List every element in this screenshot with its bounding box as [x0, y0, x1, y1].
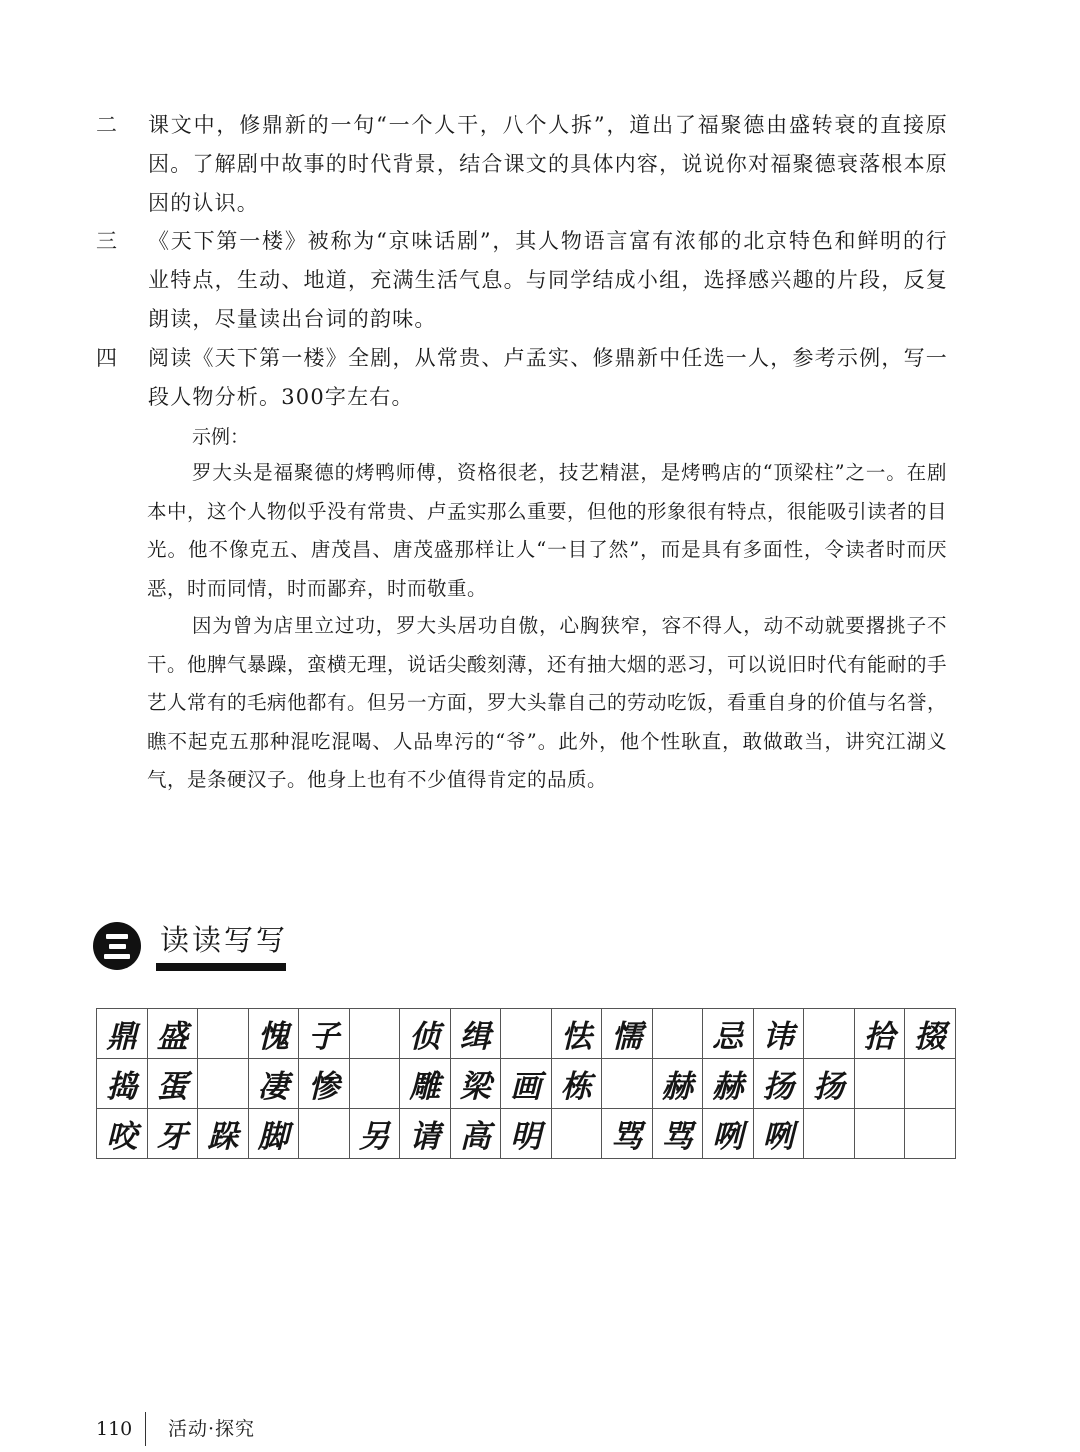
grid-cell	[804, 1109, 855, 1159]
question-3	[96, 222, 948, 339]
footer-label: 活动·探究	[168, 1418, 256, 1440]
grid-cell	[652, 1009, 703, 1059]
grid-cell	[501, 1009, 552, 1059]
grid-cell: 子	[299, 1009, 350, 1059]
grid-cell: 掇	[905, 1009, 956, 1059]
grid-cell	[551, 1109, 602, 1159]
grid-cell	[349, 1009, 400, 1059]
grid-cell: 栋	[551, 1059, 602, 1109]
grid-cell: 高	[450, 1109, 501, 1159]
example-label: 示例：	[192, 426, 250, 448]
grid-cell	[198, 1009, 249, 1059]
grid-cell: 侦	[400, 1009, 451, 1059]
grid-cell: 咧	[753, 1109, 804, 1159]
grid-cell	[854, 1109, 905, 1159]
grid-cell: 咬	[97, 1109, 148, 1159]
grid-cell: 牙	[147, 1109, 198, 1159]
question-text: 课文中，修鼎新的一句“一个人干，八个人拆”，道出了福聚德由盛转衰的直接原因。了解剧中故事的时代背景，结合课文的具体内容，说说你对福聚德衰落根本原因的认识。	[148, 113, 948, 215]
grid-cell: 赫	[703, 1059, 754, 1109]
grid-cell: 咧	[703, 1109, 754, 1159]
question-number: 二	[96, 113, 119, 137]
grid-cell: 愧	[248, 1009, 299, 1059]
grid-cell: 拾	[854, 1009, 905, 1059]
grid-cell	[349, 1059, 400, 1109]
grid-cell	[299, 1109, 350, 1159]
grid-cell: 赫	[652, 1059, 703, 1109]
grid-cell: 请	[400, 1109, 451, 1159]
question-text: 阅读《天下第一楼》全剧，从常贵、卢孟实、修鼎新中任选一人，参考示例，写一段人物分析。300字左右。	[148, 346, 948, 409]
grid-cell: 讳	[753, 1009, 804, 1059]
grid-cell: 骂	[652, 1109, 703, 1159]
grid-cell: 惨	[299, 1059, 350, 1109]
question-number: 四	[96, 346, 119, 370]
grid-cell: 忌	[703, 1009, 754, 1059]
footer-divider	[145, 1412, 146, 1446]
grid-cell: 扬	[804, 1059, 855, 1109]
grid-cell: 捣	[97, 1059, 148, 1109]
section-three-badge-icon	[93, 922, 141, 970]
grid-cell: 怯	[551, 1009, 602, 1059]
grid-cell: 脚	[248, 1109, 299, 1159]
grid-cell: 跺	[198, 1109, 249, 1159]
grid-cell: 缉	[450, 1009, 501, 1059]
page-number: 110	[96, 1418, 133, 1440]
grid-cell: 盛	[147, 1009, 198, 1059]
grid-cell: 懦	[602, 1009, 653, 1059]
grid-cell	[905, 1059, 956, 1109]
example-paragraph-2: 因为曾为店里立过功，罗大头居功自傲，心胸狭窄，容不得人，动不动就要撂挑子不干。他脾气暴躁，蛮横无理，说话尖酸刻薄，还有抽大烟的恶习，可以说旧时代有能耐的手艺人常有的毛病他都有。但另一方面，罗大头靠自己的劳动吃饭，看重自身的价值与名誉，瞧不起克五那种混吃混喝、人品卑污的“爷”。此外，他个性耿直，敢做敢当，讲究江湖义气，是条硬汉子。他身上也有不少值得肯定的品质。	[147, 614, 948, 791]
question-4	[96, 339, 948, 417]
grid-row	[97, 1009, 956, 1059]
grid-cell	[854, 1059, 905, 1109]
question-2	[96, 106, 948, 223]
grid-cell: 蛋	[147, 1059, 198, 1109]
grid-row	[97, 1059, 956, 1109]
grid-row	[97, 1109, 956, 1159]
grid-cell: 明	[501, 1109, 552, 1159]
grid-cell	[198, 1059, 249, 1109]
grid-cell: 另	[349, 1109, 400, 1159]
grid-cell	[602, 1059, 653, 1109]
grid-cell: 画	[501, 1059, 552, 1109]
grid-cell: 扬	[753, 1059, 804, 1109]
grid-cell: 鼎	[97, 1009, 148, 1059]
grid-cell	[905, 1109, 956, 1159]
section-title-underline	[156, 963, 286, 971]
question-text: 《天下第一楼》被称为“京味话剧”，其人物语言富有浓郁的北京特色和鲜明的行业特点，生动、地道，充满生活气息。与同学结成小组，选择感兴趣的片段，反复朗读，尽量读出台词的韵味。	[148, 229, 948, 331]
question-number: 三	[96, 229, 119, 253]
example-paragraph-1: 罗大头是福聚德的烤鸭师傅，资格很老，技艺精湛，是烤鸭店的“顶梁柱”之一。在剧本中，这个人物似乎没有常贵、卢孟实那么重要，但他的形象很有特点，很能吸引读者的目光。他不像克五、唐茂昌、唐茂盛那样让人“一目了然”，而是具有多面性，令读者时而厌恶，时而同情，时而鄙弃，时而敬重。	[147, 461, 948, 600]
grid-cell	[804, 1009, 855, 1059]
vocabulary-grid	[96, 1008, 956, 1159]
grid-cell: 凄	[248, 1059, 299, 1109]
grid-cell: 骂	[602, 1109, 653, 1159]
section-title: 读读写写	[160, 923, 289, 957]
grid-cell: 梁	[450, 1059, 501, 1109]
grid-cell: 雕	[400, 1059, 451, 1109]
